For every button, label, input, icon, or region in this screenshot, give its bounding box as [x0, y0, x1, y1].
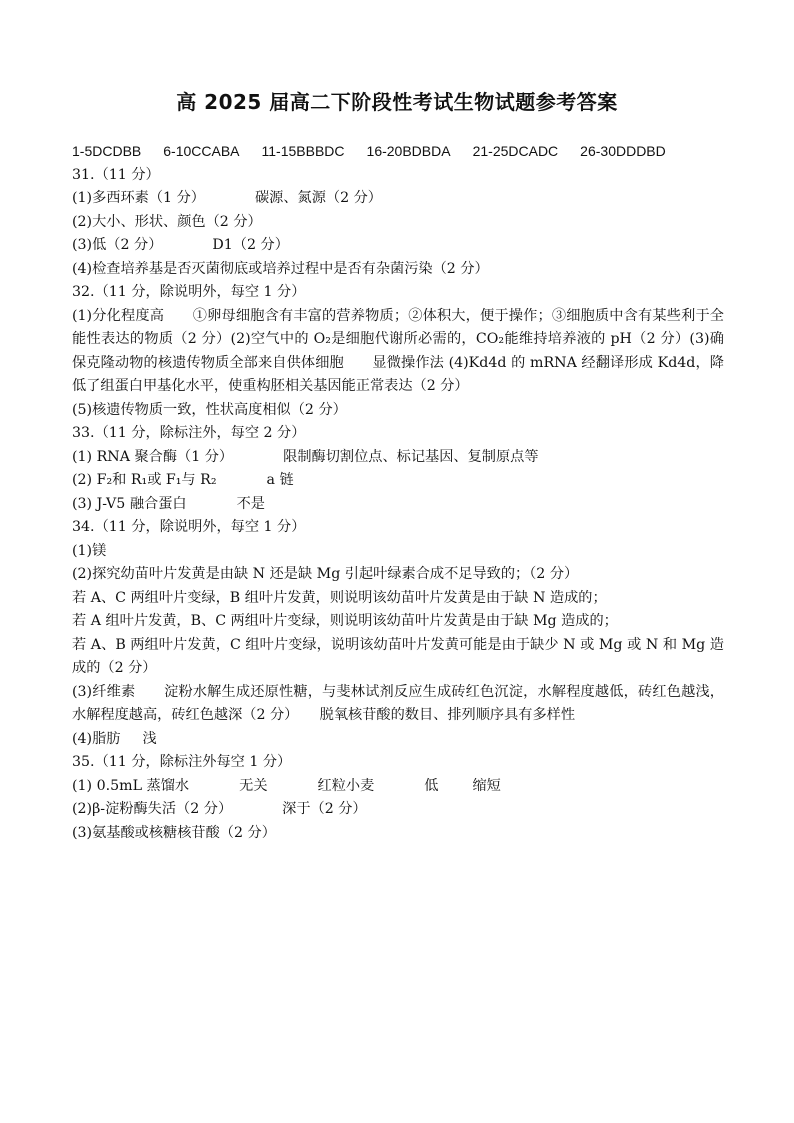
q31-line-3 [72, 234, 724, 258]
q31-l1b: 碳源、氮源（2 分） [254, 190, 382, 206]
q34-line-4: 若 A 组叶片发黄，B、C 两组叶片变绿，则说明该幼苗叶片发黄是由于缺 Mg 造成的； [72, 613, 618, 629]
q35-l2a: (2)β-淀粉酶失活（2 分） [72, 801, 233, 817]
choice-answers-row [72, 140, 724, 164]
q35-l1e: 缩短 [472, 777, 501, 794]
q33-l1b: 限制酶切割位点、标记基因、复制原点等 [283, 448, 539, 465]
q31-line-4: (4)检查培养基是否灭菌彻底或培养过程中是否有杂菌污染（2 分） [72, 260, 489, 277]
q33-l3a: (3) J-V5 融合蛋白 [72, 495, 187, 512]
q33-l1a: (1) RNA 聚合酶（1 分） [72, 448, 234, 465]
q34-line-7 [72, 728, 724, 752]
choice-answer-6-10: 6-10CCABA [163, 143, 240, 159]
q34-line-3: 若 A、C 两组叶片变绿，B 组叶片发黄，则说明该幼苗叶片发黄是由于缺 N 造成的； [72, 589, 607, 606]
q35-line-2 [72, 798, 724, 822]
q35-l1b: 无关 [239, 777, 268, 794]
q35-line-1 [72, 775, 724, 799]
q35-l1c: 红粒小麦 [317, 777, 375, 794]
choice-answer-21-25: 21-25DCADC [472, 143, 559, 159]
q34-paragraph-5: 若 A、B 两组叶片发黄，C 组叶片变绿，说明该幼苗叶片发黄可能是由于缺少 N 或 Mg 或 N 和 Mg 造成的（2 分） [72, 636, 724, 676]
q35-l1d: 低 [424, 777, 439, 794]
q32-header: 32.（11 分，除说明外，每空 1 分） [72, 284, 306, 300]
q34-line-1: (1)镁 [72, 542, 107, 559]
q32-paragraph: (1)分化程度高 ①卵母细胞含有丰富的营养物质；②体积大，便于操作；③细胞质中含有某些利于全能性表达的物质（2 分）(2)空气中的 O₂是细胞代谢所必需的，CO₂能维持培养液的 pH（2 分）(3)确保克隆动物的核遗传物质全部来自供体细胞 显微操作法 (4)Kd4d 的 mRNA 经翻译形成 Kd4d，降低了组蛋白甲基化水平，使重构胚相关基因能正常表达（2 分） [72, 307, 724, 394]
q31-line-2: (2)大小、形状、颜色（2 分） [72, 213, 262, 230]
choice-answer-1-5: 1-5DCDBB [72, 143, 142, 159]
q35-l1a: (1) 0.5mL 蒸馏水 [72, 777, 190, 794]
q33-l3b: 不是 [236, 495, 265, 512]
page-title: 高 2025 届高二下阶段性考试生物试题参考答案 [176, 90, 618, 114]
q35-header: 35.（11 分，除标注外每空 1 分） [72, 754, 292, 770]
q34-l7b: 浅 [142, 730, 157, 747]
q31-l3a: (3)低（2 分） [72, 237, 163, 253]
q31-l1a: (1)多西环素（1 分） [72, 190, 205, 206]
choice-answer-11-15: 11-15BBBDC [261, 143, 345, 159]
choice-answer-26-30: 26-30DDDBD [580, 143, 666, 159]
q33-line-2 [72, 469, 724, 493]
q33-l2b: a 链 [266, 472, 294, 488]
q32-line-5: (5)核遗传物质一致，性状高度相似（2 分） [72, 401, 347, 418]
q33-line-3 [72, 493, 724, 517]
q35-line-3: (3)氨基酸或核糖核苷酸（2 分） [72, 824, 276, 841]
q33-header: 33.（11 分，除标注外，每空 2 分） [72, 425, 306, 441]
q34-l7a: (4)脂肪 [72, 730, 121, 747]
q31-line-1 [72, 187, 724, 211]
q35-l2b: 深于（2 分） [282, 801, 367, 817]
q34-line-2: (2)探究幼苗叶片发黄是由缺 N 还是缺 Mg 引起叶绿素合成不足导致的；（2 分） [72, 566, 579, 582]
answer-content [72, 140, 724, 845]
q34-header: 34.（11 分，除说明外，每空 1 分） [72, 519, 306, 535]
q34-paragraph-6: (3)纤维素 淀粉水解生成还原性糖，与斐林试剂反应生成砖红色沉淀，水解程度越低，砖红色越浅，水解程度越高，砖红色越深（2 分） 脱氧核苷酸的数目、排列顺序具有多样性 [72, 683, 724, 723]
q33-line-1 [72, 446, 724, 470]
q31-header: 31.（11 分） [72, 166, 160, 183]
q33-l2a: (2) F₂和 R₁或 F₁与 R₂ [72, 472, 217, 488]
q31-l3b: D1（2 分） [212, 237, 289, 253]
choice-answer-16-20: 16-20BDBDA [366, 143, 451, 159]
